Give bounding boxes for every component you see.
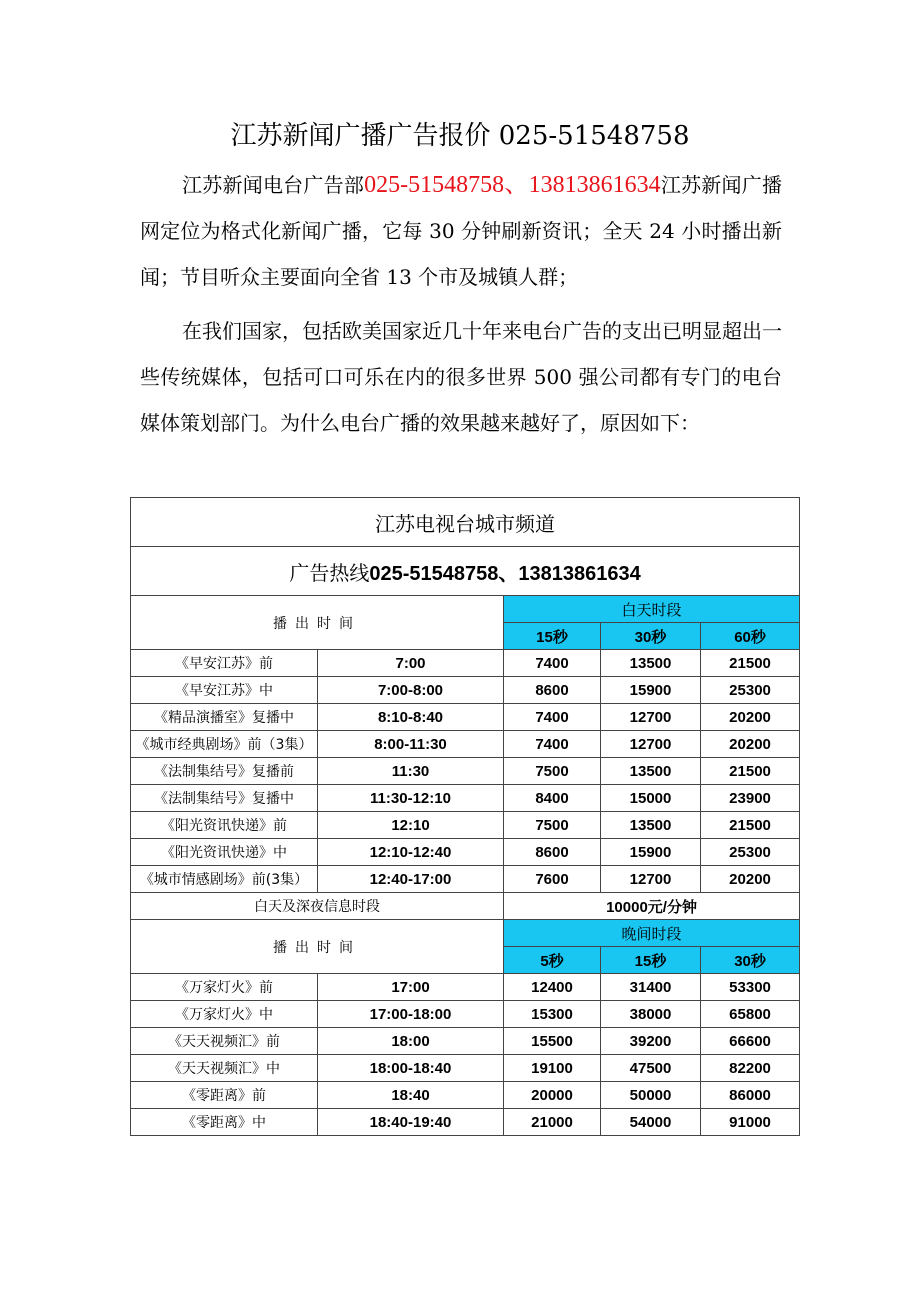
price-cell: 47500: [601, 1055, 701, 1082]
price-cell: 20000: [504, 1082, 601, 1109]
table-row: [131, 758, 800, 785]
hotline-numbers: 025-51548758、13813861634: [369, 562, 641, 585]
price-cell: 31400: [601, 974, 701, 1001]
program-name: 《万家灯火》前: [131, 974, 318, 1001]
program-name: 《阳光资讯快递》中: [131, 839, 318, 866]
price-cell: 21500: [701, 650, 800, 677]
intro-paragraph: [140, 162, 782, 300]
price-cell: 25300: [701, 839, 800, 866]
air-time: 18:40-19:40: [318, 1109, 504, 1136]
intro-prefix: 江苏新闻电台广告部: [182, 173, 365, 197]
document-title: 江苏新闻广播广告报价 025-51548758: [230, 121, 690, 151]
price-cell: 25300: [701, 677, 800, 704]
price-cell: 86000: [701, 1082, 800, 1109]
price-cell: 38000: [601, 1001, 701, 1028]
price-cell: 8400: [504, 785, 601, 812]
intro-suffix: 江苏新闻广播网定位为格式化新闻广播，它每 30 分钟刷新资讯；全天 24 小时播出新闻；节目听众主要面向全省 13 个市及城镇人群；: [140, 173, 783, 289]
table-row: [131, 866, 800, 893]
air-time: 7:00: [318, 650, 504, 677]
hotline-label: 广告热线: [289, 562, 370, 585]
air-time: 18:00-18:40: [318, 1055, 504, 1082]
program-name: 《万家灯火》中: [131, 1001, 318, 1028]
info-slot-row: [131, 893, 800, 920]
air-time: 17:00-18:00: [318, 1001, 504, 1028]
air-time: 12:10-12:40: [318, 839, 504, 866]
price-cell: 7400: [504, 731, 601, 758]
price-cell: 13500: [601, 812, 701, 839]
air-time: 18:00: [318, 1028, 504, 1055]
price-cell: 82200: [701, 1055, 800, 1082]
program-name: 《天天视频汇》中: [131, 1055, 318, 1082]
price-cell: 50000: [601, 1082, 701, 1109]
price-cell: 12700: [601, 866, 701, 893]
evening-slot-label: 晚间时段: [504, 920, 800, 947]
price-cell: 7500: [504, 758, 601, 785]
price-cell: 15500: [504, 1028, 601, 1055]
price-cell: 12700: [601, 704, 701, 731]
price-cell: 12400: [504, 974, 601, 1001]
air-time: 12:40-17:00: [318, 866, 504, 893]
program-name: 《城市情感剧场》前(3集）: [131, 866, 318, 893]
price-cell: 21500: [701, 812, 800, 839]
table-row: [131, 1055, 800, 1082]
price-cell: 91000: [701, 1109, 800, 1136]
day-header-row: [131, 596, 800, 623]
price-cell: 13500: [601, 650, 701, 677]
price-cell: 65800: [701, 1001, 800, 1028]
price-cell: 7400: [504, 704, 601, 731]
table-row: [131, 731, 800, 758]
hotline: [131, 547, 800, 596]
price-cell: 39200: [601, 1028, 701, 1055]
air-time: 11:30-12:10: [318, 785, 504, 812]
program-name: 《法制集结号》复播中: [131, 785, 318, 812]
price-cell: 15300: [504, 1001, 601, 1028]
table-row: [131, 1028, 800, 1055]
day-slot-label: 白天时段: [504, 596, 800, 623]
duration-header: 15秒: [601, 947, 701, 974]
air-time: 11:30: [318, 758, 504, 785]
table-row: [131, 785, 800, 812]
duration-header: 30秒: [601, 623, 701, 650]
air-time: 18:40: [318, 1082, 504, 1109]
price-cell: 19100: [504, 1055, 601, 1082]
program-name: 《零距离》前: [131, 1082, 318, 1109]
price-cell: 12700: [601, 731, 701, 758]
program-name: 《法制集结号》复播前: [131, 758, 318, 785]
table-row: [131, 839, 800, 866]
price-cell: 23900: [701, 785, 800, 812]
price-cell: 20200: [701, 704, 800, 731]
body-paragraph: 在我们国家，包括欧美国家近几十年来电台广告的支出已明显超出一些传统媒体，包括可口可乐在内的很多世界 500 强公司都有专门的电台媒体策划部门。为什么电台广播的效果越来越好了，原因如下：: [140, 319, 782, 435]
table-row: [131, 812, 800, 839]
duration-header: 60秒: [701, 623, 800, 650]
air-time: 7:00-8:00: [318, 677, 504, 704]
table-row: [131, 1082, 800, 1109]
table-row: [131, 704, 800, 731]
airtime-header: 播出时间: [131, 920, 504, 974]
program-name: 《城市经典剧场》前（3集）: [131, 731, 318, 758]
duration-header: 30秒: [701, 947, 800, 974]
program-name: 《零距离》中: [131, 1109, 318, 1136]
program-name: 《早安江苏》中: [131, 677, 318, 704]
evening-header-row: [131, 920, 800, 947]
price-cell: 7500: [504, 812, 601, 839]
price-cell: 20200: [701, 731, 800, 758]
price-cell: 21500: [701, 758, 800, 785]
price-cell: 13500: [601, 758, 701, 785]
phone-numbers: 025-51548758、13813861634: [364, 172, 661, 198]
program-name: 《精品演播室》复播中: [131, 704, 318, 731]
table-row: [131, 1001, 800, 1028]
price-cell: 8600: [504, 839, 601, 866]
price-cell: 66600: [701, 1028, 800, 1055]
price-cell: 54000: [601, 1109, 701, 1136]
duration-header: 15秒: [504, 623, 601, 650]
duration-header: 5秒: [504, 947, 601, 974]
price-cell: 15900: [601, 839, 701, 866]
price-cell: 7400: [504, 650, 601, 677]
air-time: 17:00: [318, 974, 504, 1001]
info-slot-price: 10000元/分钟: [504, 893, 800, 920]
air-time: 8:00-11:30: [318, 731, 504, 758]
table-row: [131, 650, 800, 677]
program-name: 《天天视频汇》前: [131, 1028, 318, 1055]
price-table: [130, 497, 800, 1136]
table-row: [131, 974, 800, 1001]
price-cell: 21000: [504, 1109, 601, 1136]
air-time: 12:10: [318, 812, 504, 839]
program-name: 《阳光资讯快递》前: [131, 812, 318, 839]
table-row: [131, 677, 800, 704]
price-cell: 53300: [701, 974, 800, 1001]
table-title: 江苏电视台城市频道: [131, 498, 800, 547]
program-name: 《早安江苏》前: [131, 650, 318, 677]
price-cell: 15000: [601, 785, 701, 812]
air-time: 8:10-8:40: [318, 704, 504, 731]
airtime-header: 播出时间: [131, 596, 504, 650]
info-slot-label: 白天及深夜信息时段: [131, 893, 504, 920]
price-cell: 15900: [601, 677, 701, 704]
table-row: [131, 1109, 800, 1136]
price-cell: 20200: [701, 866, 800, 893]
price-cell: 8600: [504, 677, 601, 704]
price-cell: 7600: [504, 866, 601, 893]
